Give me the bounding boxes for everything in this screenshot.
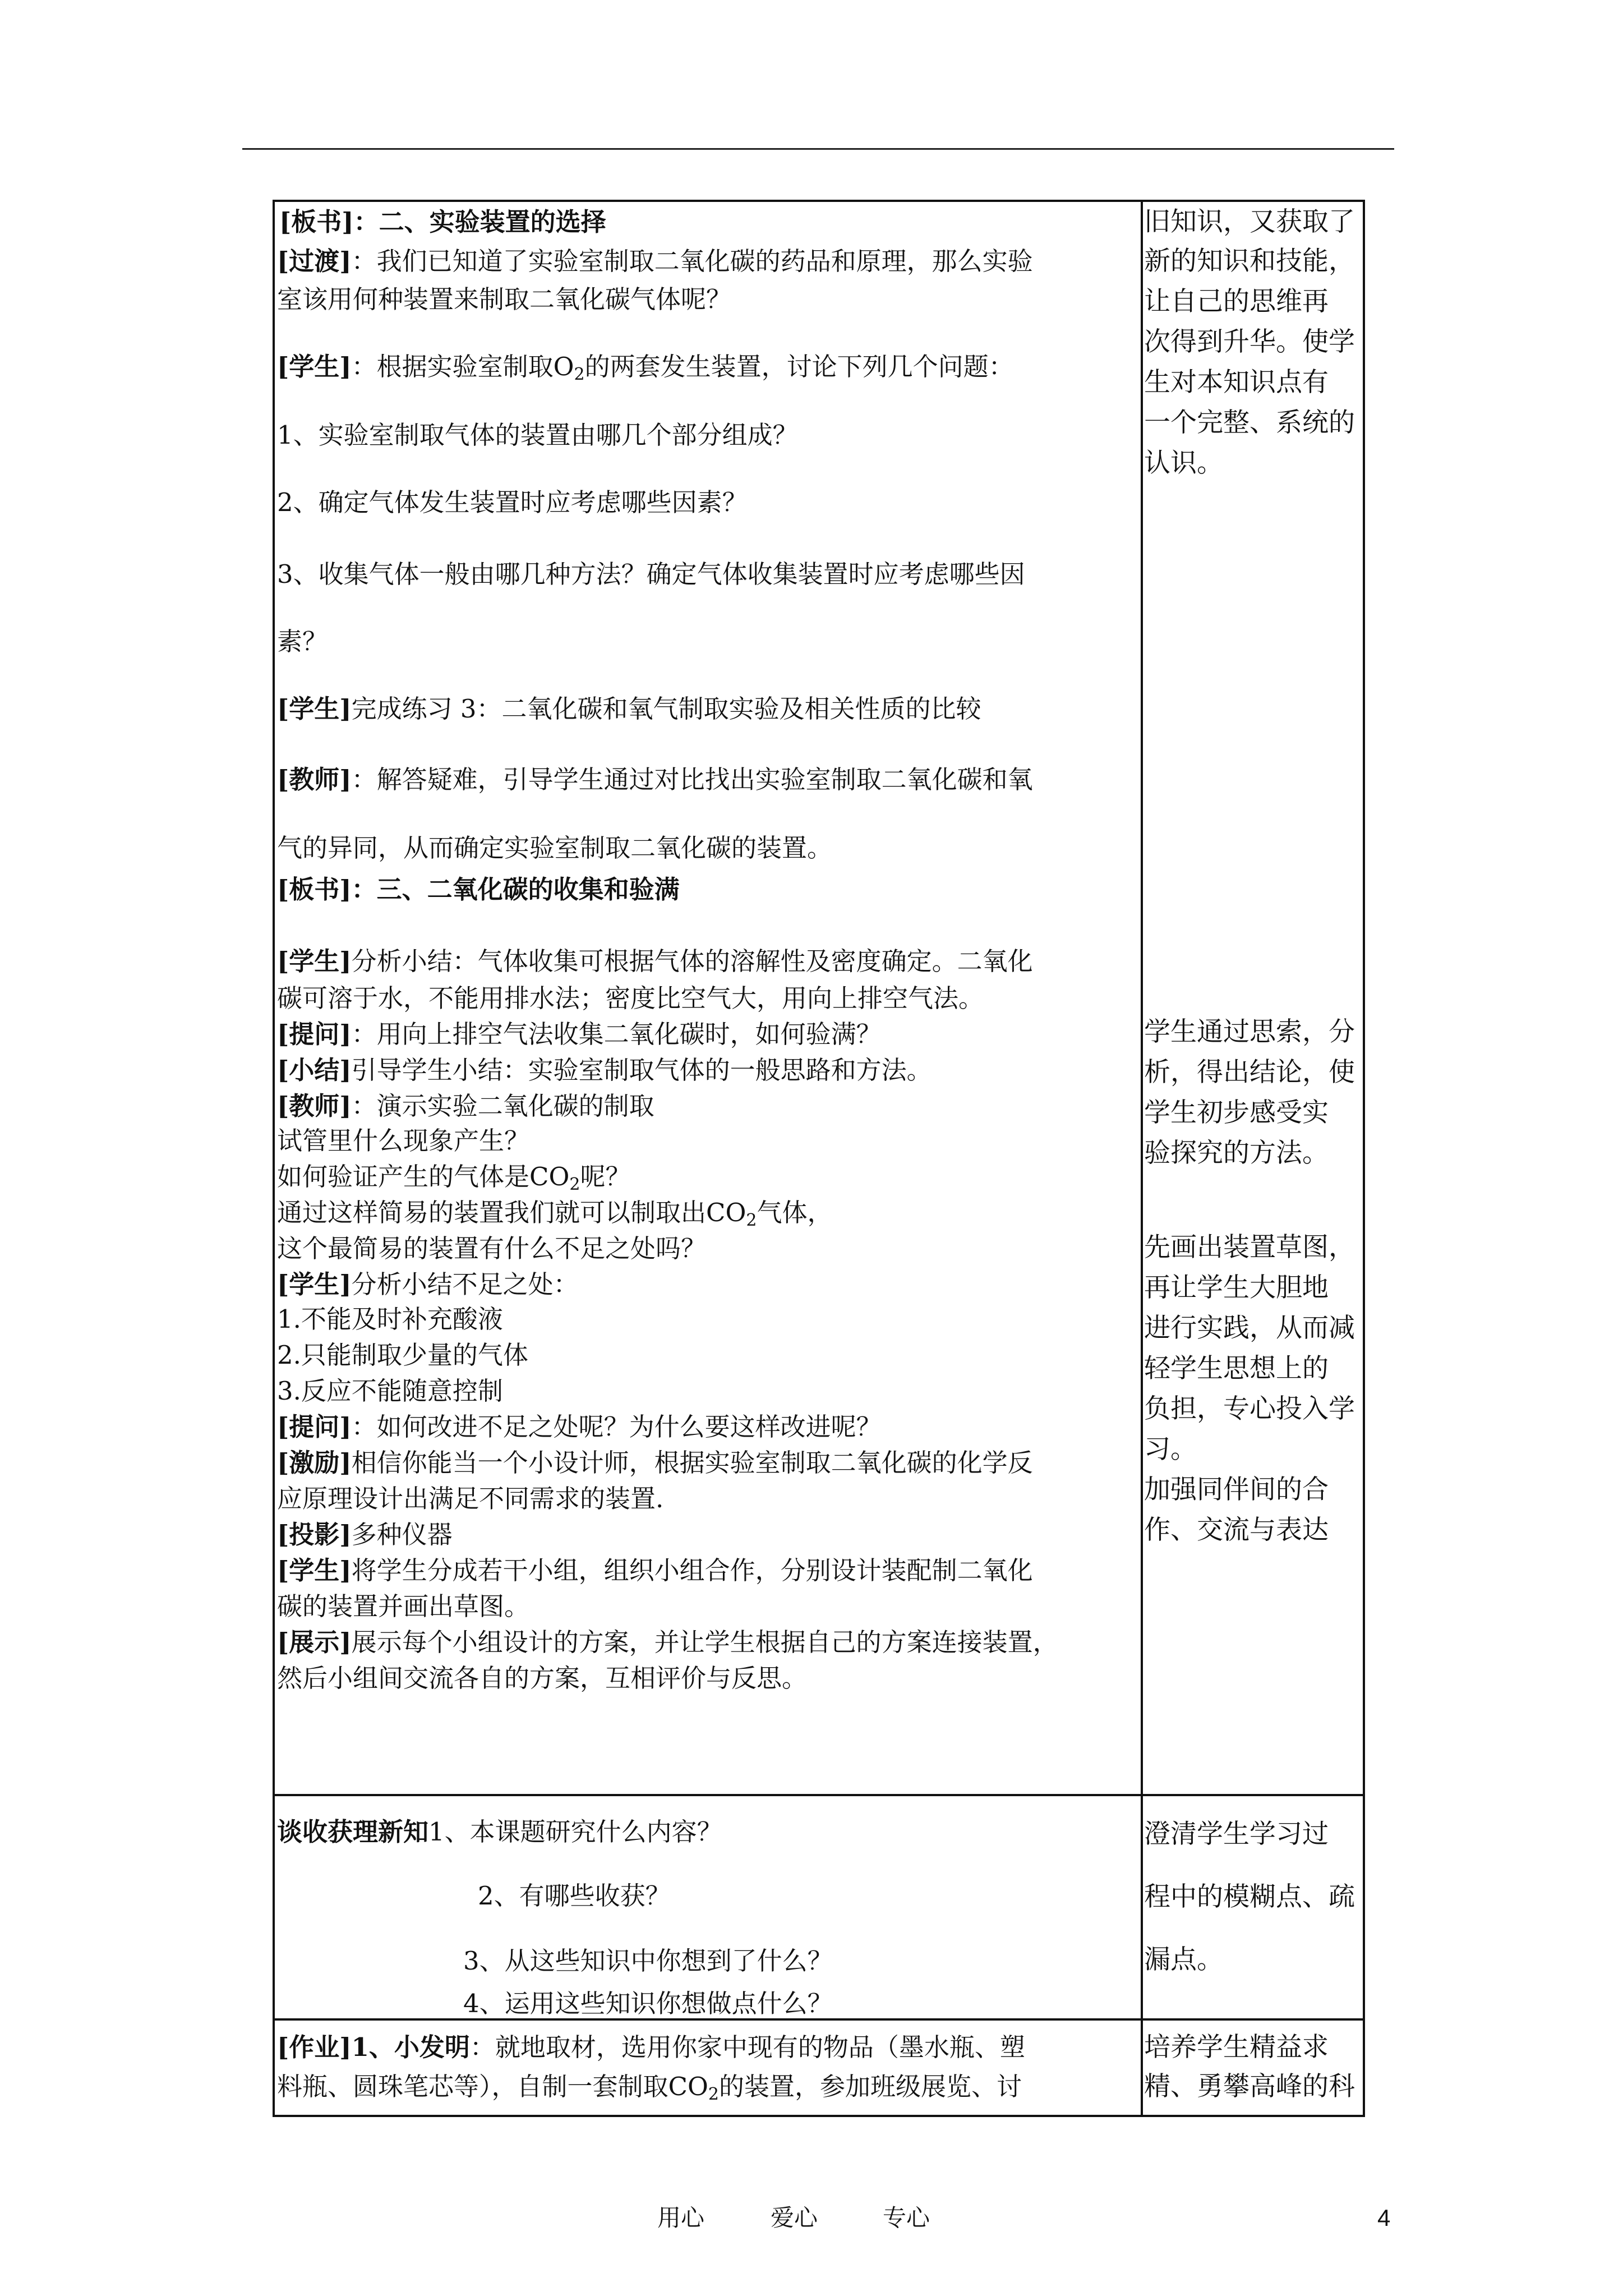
homework-line-cont: 料瓶、圆珠笔芯等），自制一套制取$CO_2$的装置，参加班级展览、讨 bbox=[277, 2072, 1022, 2104]
co2-formula: $CO_2$ bbox=[529, 1162, 580, 1194]
summary-item-3: 3、从这些知识中你想到了什么？ bbox=[463, 1946, 833, 1976]
note-homework-1: 培养学生精益求 bbox=[1144, 2032, 1329, 2063]
column-divider bbox=[1141, 202, 1143, 2115]
co2-formula: $CO_2$ bbox=[706, 1198, 757, 1230]
note-top-2: 新的知识和技能， bbox=[1144, 246, 1355, 277]
note-summary-3: 漏点。 bbox=[1144, 1944, 1223, 1975]
footer-slogan-3: 专心 bbox=[883, 2204, 930, 2231]
footer-slogan-2: 爱心 bbox=[771, 2204, 818, 2231]
student-summary-line: [学生]分析小结：气体收集可根据气体的溶解性及密度确定。二氧化 bbox=[277, 946, 1033, 976]
note-lower-8: 作、交流与表达 bbox=[1144, 1515, 1329, 1545]
note-top-3: 让自己的思维再 bbox=[1144, 286, 1329, 317]
summary-item-4: 4、运用这些知识你想做点什么？ bbox=[463, 1989, 833, 2018]
transition-line: [过渡]：我们已知道了实验室制取二氧化碳的药品和原理，那么实验 bbox=[277, 246, 1033, 276]
question-improve-line: [提问]：如何改进不足之处呢？为什么要这样改进呢？ bbox=[277, 1412, 882, 1442]
transition-line-cont: 室该用何种装置来制取二氧化碳气体呢？ bbox=[277, 284, 732, 314]
note-lower-7: 加强同伴间的合 bbox=[1144, 1474, 1329, 1505]
note-lower-1: 先画出装置草图， bbox=[1144, 1232, 1355, 1263]
demo-question-2: 如何验证产生的气体是$CO_2$呢？ bbox=[277, 1162, 631, 1194]
lesson-table bbox=[273, 200, 1365, 2117]
footer-slogan-1: 用心 bbox=[657, 2204, 705, 2231]
note-lower-6: 习。 bbox=[1144, 1434, 1197, 1465]
note-middle-2: 析，得出结论，使 bbox=[1144, 1057, 1355, 1088]
note-top-4: 次得到升华。使学 bbox=[1144, 326, 1355, 357]
note-middle-3: 学生初步感受实 bbox=[1144, 1097, 1329, 1128]
group-work-cont: 碳的装置并画出草图。 bbox=[277, 1591, 530, 1621]
student-summary-cont: 碳可溶于水，不能用排水法；密度比空气大，用向上排空气法。 bbox=[277, 983, 984, 1013]
summary-item-2: 2、有哪些收获？ bbox=[478, 1881, 671, 1911]
co2-formula: $CO_2$ bbox=[668, 2072, 719, 2104]
note-lower-4: 轻学生思想上的 bbox=[1144, 1353, 1329, 1384]
display-line: [展示]展示每个小组设计的方案，并让学生根据自己的方案连接装置， bbox=[277, 1627, 1058, 1657]
note-middle-1: 学生通过思索，分 bbox=[1144, 1016, 1355, 1047]
header-rule bbox=[242, 148, 1394, 150]
summary-heading-line: 谈收获理新知1、本课题研究什么内容？ bbox=[277, 1817, 722, 1847]
question-verify-line: [提问]：用向上排空气法收集二氧化碳时，如何验满？ bbox=[277, 1019, 882, 1049]
row-divider-summary bbox=[275, 1794, 1363, 1796]
deficiency-1: 1.不能及时补充酸液 bbox=[277, 1304, 503, 1334]
o2-formula: $O_2$ bbox=[553, 352, 585, 384]
teacher-demo-line: [教师]：演示实验二氧化碳的制取 bbox=[277, 1091, 654, 1121]
note-lower-5: 负担，专心投入学 bbox=[1144, 1393, 1355, 1424]
teacher-line: [教师]：解答疑难，引导学生通过对比找出实验室制取二氧化碳和氧 bbox=[277, 765, 1033, 794]
student-deficiency-line: [学生]分析小结不足之处： bbox=[277, 1269, 579, 1299]
note-homework-2: 精、勇攀高峰的科 bbox=[1144, 2071, 1355, 2102]
teacher-line-cont: 气的异同，从而确定实验室制取二氧化碳的装置。 bbox=[277, 833, 833, 863]
question-1: 1、实验室制取气体的装置由哪几个部分组成？ bbox=[277, 420, 798, 450]
summary-method-line: [小结]引导学生小结：实验室制取气体的一般思路和方法。 bbox=[277, 1055, 932, 1085]
note-top-5: 生对本知识点有 bbox=[1144, 367, 1329, 398]
note-lower-3: 进行实践，从而减 bbox=[1144, 1313, 1355, 1343]
note-top-1: 旧知识，又获取了 bbox=[1144, 206, 1355, 237]
exercise-line: [学生]完成练习 3：二氧化碳和氧气制取实验及相关性质的比较 bbox=[277, 694, 981, 724]
demo-question-1: 试管里什么现象产生？ bbox=[277, 1126, 530, 1156]
board-heading-2: [板书]：二、实验装置的选择 bbox=[279, 207, 606, 237]
homework-line: [作业]1、小发明：就地取材，选用你家中现有的物品（墨水瓶、塑 bbox=[277, 2032, 1025, 2062]
deficiency-2: 2.只能制取少量的气体 bbox=[277, 1340, 528, 1370]
encourage-line: [激励]相信你能当一个小设计师，根据实验室制取二氧化碳的化学反 bbox=[277, 1448, 1033, 1478]
question-2: 2、确定气体发生装置时应考虑哪些因素？ bbox=[277, 487, 748, 517]
board-heading-3: [板书]：三、二氧化碳的收集和验满 bbox=[277, 875, 680, 904]
student-discussion-line: [学生]：根据实验室制取$O_2$的两套发生装置，讨论下列几个问题： bbox=[277, 352, 1014, 384]
demo-question-3: 这个最简易的装置有什么不足之处吗？ bbox=[277, 1234, 707, 1263]
question-3: 3、收集气体一般由哪几种方法？确定气体收集装置时应考虑哪些因 bbox=[277, 559, 1025, 589]
note-top-7: 认识。 bbox=[1144, 448, 1223, 478]
display-line-cont: 然后小组间交流各自的方案，互相评价与反思。 bbox=[277, 1663, 808, 1693]
deficiency-3: 3.反应不能随意控制 bbox=[277, 1376, 503, 1406]
note-middle-4: 验探究的方法。 bbox=[1144, 1138, 1329, 1168]
note-top-6: 一个完整、系统的 bbox=[1144, 407, 1355, 438]
group-work-line: [学生]将学生分成若干小组，组织小组合作，分别设计装配制二氧化 bbox=[277, 1556, 1033, 1585]
page-number: 4 bbox=[1377, 2205, 1391, 2231]
summary-heading: 谈收获理新知 bbox=[277, 1817, 429, 1847]
encourage-line-cont: 应原理设计出满足不同需求的装置. bbox=[277, 1484, 664, 1513]
question-3-cont: 素？ bbox=[277, 627, 328, 656]
note-lower-2: 再让学生大胆地 bbox=[1144, 1272, 1329, 1303]
note-summary-2: 程中的模糊点、疏 bbox=[1144, 1881, 1355, 1912]
note-summary-1: 澄清学生学习过 bbox=[1144, 1819, 1329, 1849]
projection-line: [投影]多种仪器 bbox=[277, 1520, 453, 1549]
demo-statement: 通过这样简易的装置我们就可以制取出$CO_2$气体， bbox=[277, 1198, 833, 1230]
